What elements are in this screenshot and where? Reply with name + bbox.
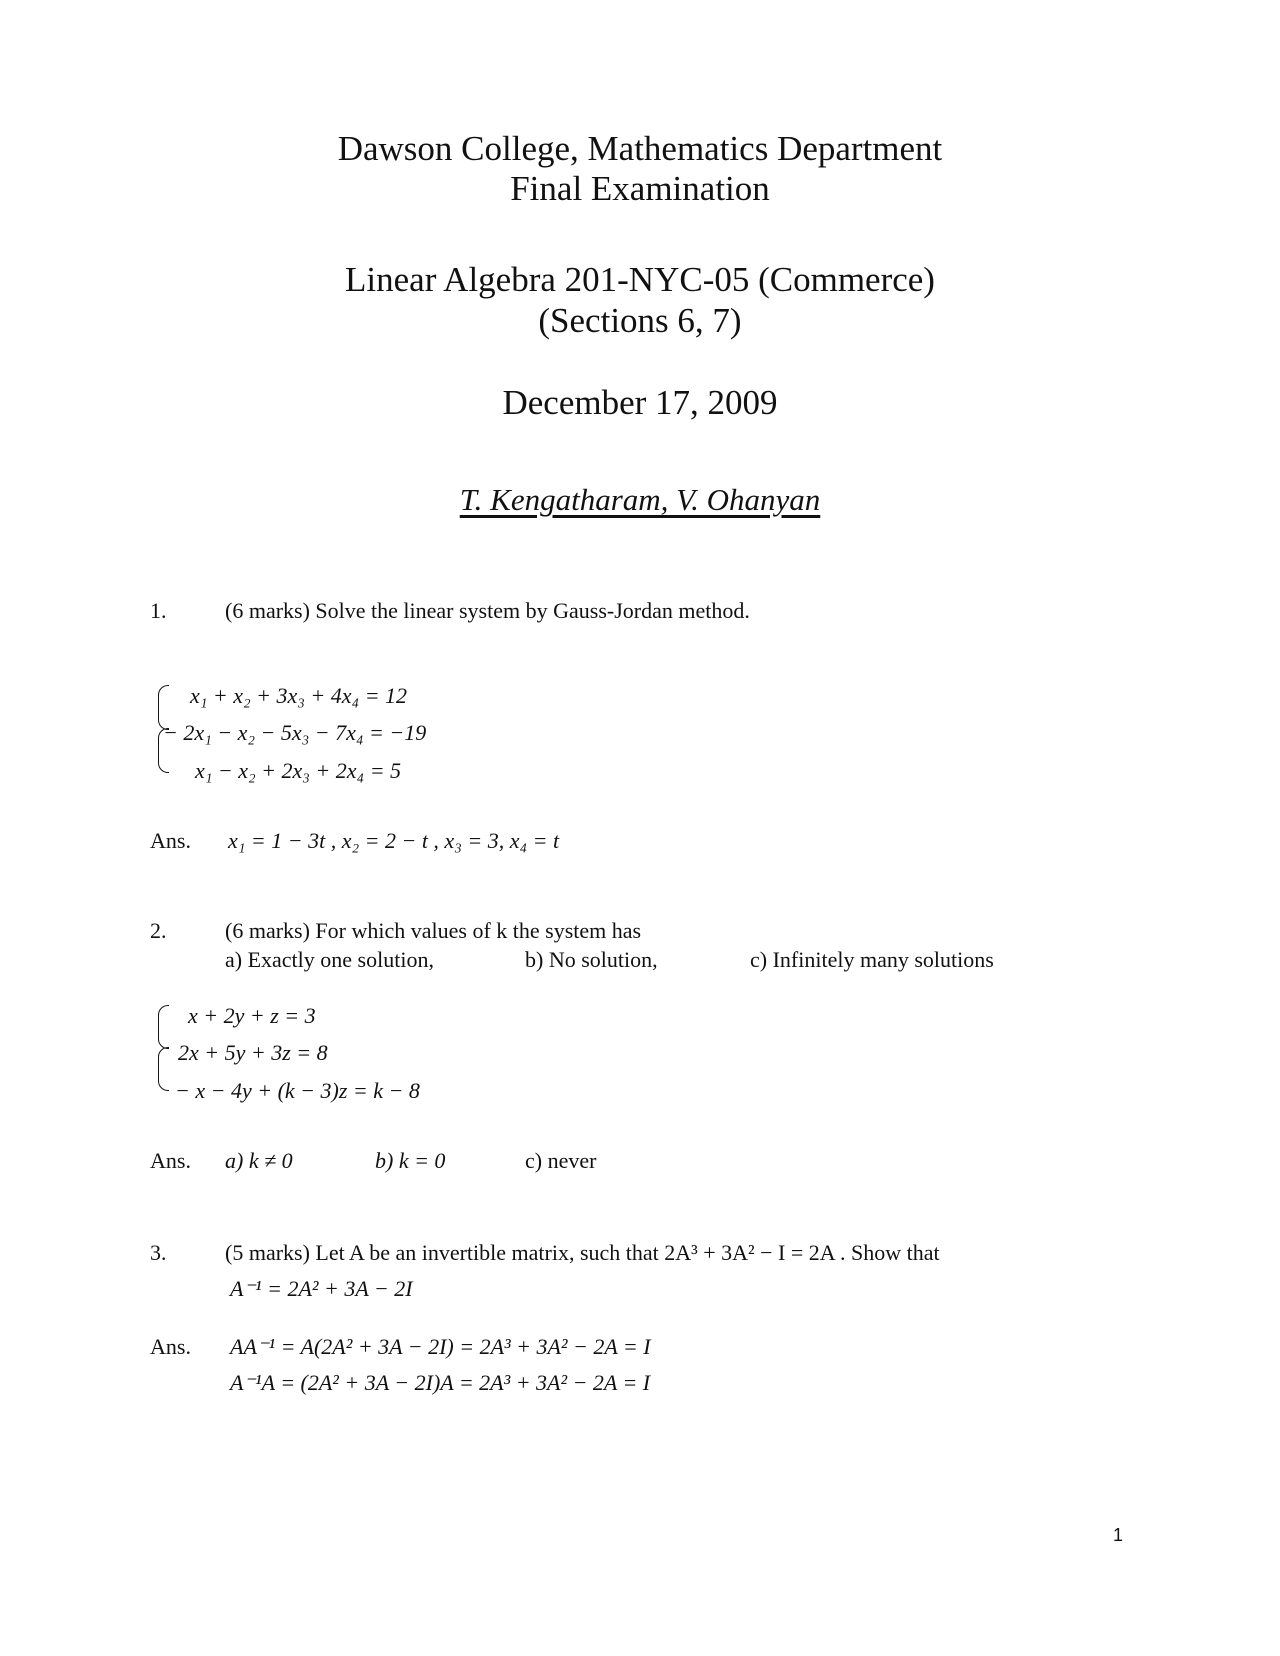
question-2-answer-c: c) never bbox=[525, 1148, 597, 1173]
question-2-equation-1: x + 2y + z = 3 bbox=[188, 1003, 316, 1028]
college-department-title: Dawson College, Mathematics Department bbox=[337, 129, 943, 168]
question-2-option-a: a) Exactly one solution, bbox=[225, 947, 434, 972]
question-2-answer-label: Ans. bbox=[150, 1148, 191, 1173]
question-3-prompt: (5 marks) Let A be an invertible matrix, such that 2A³ + 3A² − I = 2A . Show that bbox=[225, 1240, 940, 1265]
page-number: 1 bbox=[1113, 1525, 1124, 1545]
question-1-answer-label: Ans. bbox=[150, 828, 191, 853]
question-3-answer-line-2: A⁻¹A = (2A² + 3A − 2I)A = 2A³ + 3A² − 2A = I bbox=[230, 1370, 651, 1395]
question-3-number: 3. bbox=[150, 1240, 167, 1265]
exam-date: December 17, 2009 bbox=[502, 383, 778, 422]
question-2-option-b: b) No solution, bbox=[525, 947, 658, 972]
question-2-answer-a: a) k ≠ 0 bbox=[225, 1148, 293, 1173]
question-2-equation-2: 2x + 5y + 3z = 8 bbox=[178, 1040, 328, 1065]
question-2-number: 2. bbox=[150, 918, 167, 943]
question-1-answer: x₁ = 1 − 3t , x₂ = 2 − t , x₃ = 3, x₄ = t bbox=[228, 828, 560, 853]
question-1-equation-3: x₁ − x₂ + 2x₃ + 2x₄ = 5 bbox=[195, 758, 402, 783]
question-1-equation-2: − 2x₁ − x₂ − 5x₃ − 7x₄ = −19 bbox=[163, 720, 427, 745]
question-2-option-c: c) Infinitely many solutions bbox=[750, 947, 994, 972]
authors: T. Kengatharam, V. Ohanyan bbox=[459, 482, 821, 517]
question-2-answer-b: b) k = 0 bbox=[375, 1148, 446, 1173]
course-title: Linear Algebra 201-NYC-05 (Commerce) bbox=[345, 260, 935, 299]
question-3-prompt-formula: A⁻¹ = 2A² + 3A − 2I bbox=[230, 1276, 413, 1301]
question-3-answer-label: Ans. bbox=[150, 1334, 191, 1359]
question-1-number: 1. bbox=[150, 598, 167, 623]
question-3-answer-line-1: AA⁻¹ = A(2A² + 3A − 2I) = 2A³ + 3A² − 2A = I bbox=[230, 1334, 651, 1359]
question-1-prompt: (6 marks) Solve the linear system by Gauss-Jordan method. bbox=[225, 598, 750, 623]
question-1-equation-1: x₁ + x₂ + 3x₃ + 4x₄ = 12 bbox=[190, 683, 408, 708]
sections-title: (Sections 6, 7) bbox=[538, 301, 742, 340]
exam-type-title: Final Examination bbox=[510, 169, 770, 208]
question-2-equation-3: − x − 4y + (k − 3)z = k − 8 bbox=[175, 1078, 420, 1103]
question-2-prompt: (6 marks) For which values of k the system has bbox=[225, 918, 642, 943]
